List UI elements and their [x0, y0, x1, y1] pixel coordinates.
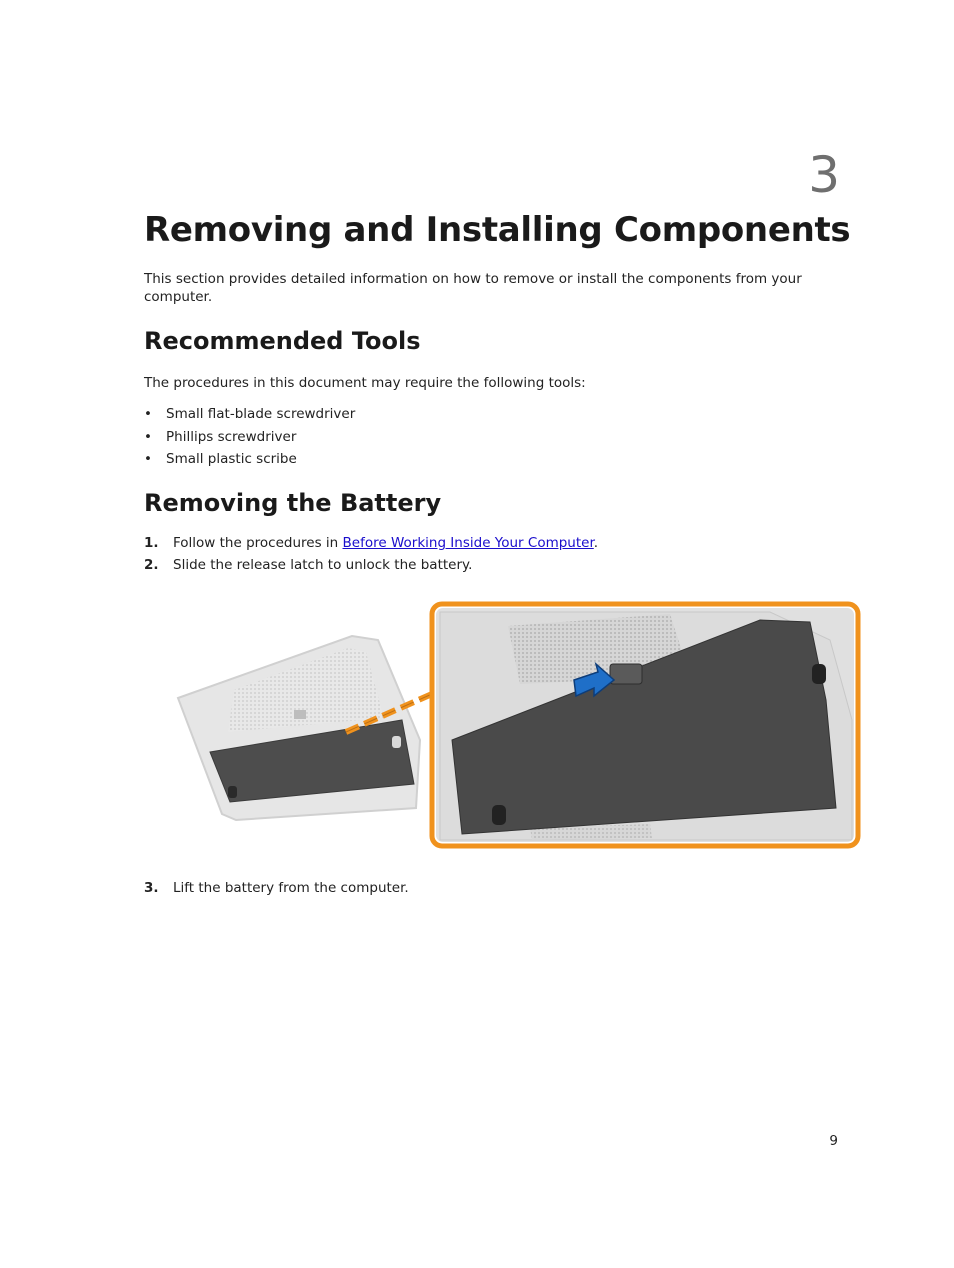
procedure-step-1	[144, 534, 598, 552]
list-item-label: Small plastic scribe	[166, 451, 297, 467]
tools-list	[144, 405, 355, 473]
section-heading-removing-battery: Removing the Battery	[144, 489, 442, 517]
procedure-step-3	[144, 879, 409, 897]
step-text-suffix: .	[593, 535, 599, 551]
step-text: Lift the battery from the computer.	[173, 880, 409, 896]
procedure-step-2	[144, 556, 472, 574]
bullet: •	[144, 451, 152, 467]
zoomed-callout	[432, 604, 858, 846]
list-item-label: Phillips screwdriver	[166, 428, 297, 445]
list-item-label: Small flat-blade screwdriver	[166, 406, 356, 422]
step-text: Follow the procedures in	[173, 535, 343, 551]
bullet: •	[144, 428, 152, 445]
step-number: 1.	[144, 535, 159, 551]
section-heading-recommended-tools: Recommended Tools	[144, 327, 421, 355]
chapter-number: 3	[808, 146, 840, 204]
list-item	[144, 405, 355, 428]
battery-removal-figure	[170, 600, 864, 852]
step-number: 3.	[144, 880, 159, 896]
page-number: 9	[829, 1133, 838, 1149]
before-working-inside-link[interactable]: Before Working Inside Your Computer	[342, 535, 594, 551]
intro-paragraph: This section provides detailed information on how to remove or install the components from your computer.	[144, 271, 802, 305]
step-number: 2.	[144, 557, 159, 573]
laptop-base-overview	[178, 636, 420, 820]
list-item	[144, 428, 355, 451]
bullet: •	[144, 406, 152, 422]
list-item	[144, 450, 355, 473]
tools-intro-paragraph: The procedures in this document may require the following tools:	[144, 375, 586, 391]
step-text: Slide the release latch to unlock the battery.	[173, 557, 473, 573]
battery-illustration	[170, 600, 864, 852]
page-title: Removing and Installing Components	[144, 210, 851, 250]
